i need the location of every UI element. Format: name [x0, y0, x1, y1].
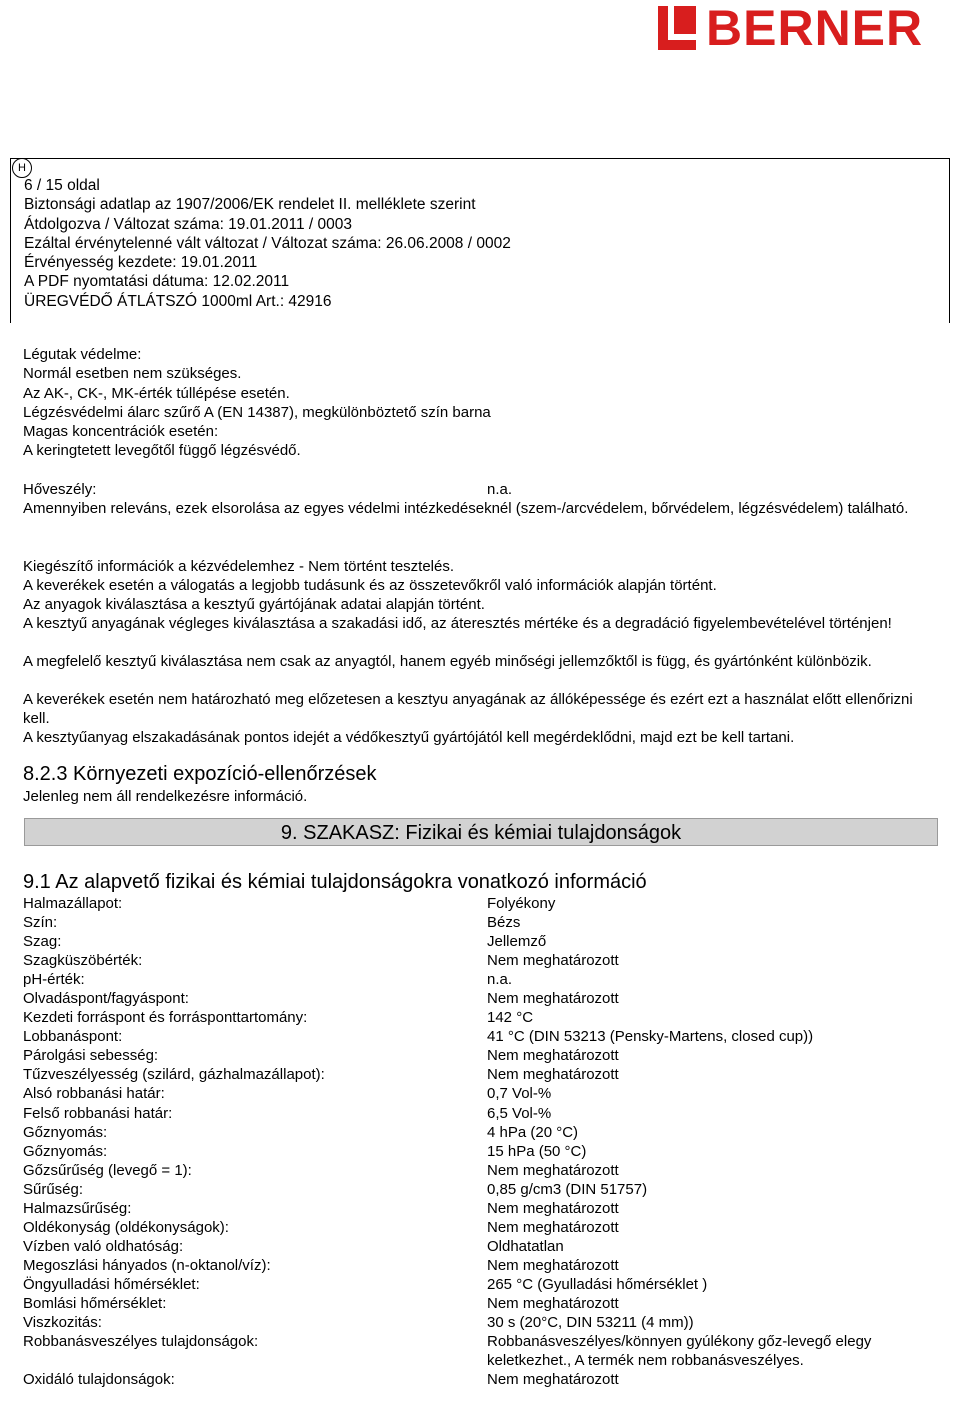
property-label: Robbanásveszélyes tulajdonságok:	[23, 1333, 259, 1351]
property-label: Párolgási sebesség:	[23, 1047, 159, 1065]
property-label: Szín:	[23, 914, 58, 932]
property-value: Folyékony	[487, 895, 556, 912]
property-value: 0,85 g/cm3 (DIN 51757)	[487, 1180, 648, 1198]
glove-info: Kiegészítő információk a kézvédelemhez - Nem történt tesztelés.	[23, 558, 455, 575]
page-number: 6 / 15 oldal	[24, 177, 100, 194]
property-value: 265 °C (Gyulladási hőmérséklet )	[487, 1275, 708, 1293]
respiratory-line: Magas koncentrációk esetén:	[23, 423, 219, 440]
property-row	[23, 989, 917, 1008]
subsection-9-1-heading: 9.1 Az alapvető fizikai és kémiai tulajdonságokra vonatkozó információ	[23, 871, 647, 893]
superseded-line: Ezáltal érvénytelenné vált változat / Változat száma: 26.06.2008 / 0002	[24, 234, 511, 252]
property-row	[23, 1104, 917, 1123]
property-value: Nem meghatározott	[487, 1161, 619, 1179]
property-value: n.a.	[487, 971, 513, 989]
section-9-title: 9. SZAKASZ: Fizikai és kémiai tulajdonságok	[280, 822, 682, 844]
property-row	[23, 1142, 917, 1161]
property-label: Öngyulladási hőmérséklet:	[23, 1275, 200, 1293]
respiratory-line: A keringtetett levegőtől függő légzésvédő.	[23, 442, 301, 459]
property-row	[23, 1370, 917, 1389]
property-label: Oxidáló tulajdonságok:	[23, 1371, 175, 1389]
property-value: 30 s (20°C, DIN 53211 (4 mm))	[487, 1314, 694, 1332]
property-label: Megoszlási hányados (n-oktanol/víz):	[23, 1256, 271, 1274]
respiratory-line: Légzésvédelmi álarc szűrő A (EN 14387), megkülönböztető szín barna	[23, 404, 491, 421]
property-label: Gőznyomás:	[23, 1123, 108, 1141]
property-label: Felső robbanási határ:	[23, 1104, 173, 1122]
property-row	[23, 913, 917, 932]
property-row	[23, 1161, 917, 1180]
property-row	[23, 1199, 917, 1218]
property-row	[23, 951, 917, 970]
glove-info: A kesztyűanyag elszakadásának pontos idejét a védőkesztyű gyártójától kell megérdeklődni, majd ezt be kell tartani.	[23, 729, 795, 746]
property-label: Sűrűség:	[23, 1180, 84, 1198]
property-label: Halmazsűrűség:	[23, 1199, 132, 1217]
glove-info: A keverékek esetén a válogatás a legjobb tudásunk és az összetevőkről való információk alapján történt.	[23, 577, 717, 594]
property-row	[23, 932, 917, 951]
heat-hazard-label: Hőveszély:	[23, 481, 97, 498]
property-row	[23, 894, 917, 913]
property-label: Vízben való oldhatóság:	[23, 1237, 184, 1255]
document-header	[24, 176, 511, 311]
property-value: Nem meghatározott	[487, 1371, 619, 1389]
brand-name: BERNER	[706, 0, 924, 56]
property-row	[23, 1313, 917, 1332]
property-value: 15 hPa (50 °C)	[487, 1142, 587, 1160]
property-label: Oldékonyság (oldékonyságok):	[23, 1218, 229, 1236]
respiratory-line: Normál esetben nem szükséges.	[23, 365, 242, 382]
property-row	[23, 1008, 917, 1027]
property-label: Lobbanáspont:	[23, 1028, 123, 1046]
property-value: 0,7 Vol-%	[487, 1085, 552, 1103]
property-label: Szagküszöbérték:	[23, 952, 143, 970]
property-value: Nem meghatározott	[487, 1047, 619, 1065]
property-row	[23, 1294, 917, 1313]
property-label: pH-érték:	[23, 971, 85, 989]
properties-table	[23, 894, 917, 1389]
respiratory-title: Légutak védelme:	[23, 346, 142, 363]
property-value: Nem meghatározott	[487, 1199, 619, 1217]
property-value: 6,5 Vol-%	[487, 1104, 552, 1122]
property-value: 4 hPa (20 °C)	[487, 1123, 579, 1141]
property-row	[23, 1237, 917, 1256]
property-row	[23, 1332, 917, 1370]
property-value: Nem meghatározott	[487, 952, 619, 970]
property-value: Robbanásveszélyes/könnyen gyúlékony gőz-levegő elegy keletkezhet., A termék nem robbanásveszélyes.	[487, 1333, 872, 1370]
relevance-note: Amennyiben releváns, ezek elsorolása az egyes védelmi intézkedéseknél (szem-/arcvédelem, bőrvédelem, légzésvédelem) található.	[23, 500, 909, 517]
env-exposure-heading: 8.2.3 Környezeti expozíció-ellenőrzések	[23, 763, 377, 785]
property-value: Nem meghatározott	[487, 1218, 619, 1236]
regulation-line: Biztonsági adatlap az 1907/2006/EK rendelet II. melléklete szerint	[24, 196, 476, 214]
property-label: Viszkozitás:	[23, 1314, 102, 1332]
berner-logo	[654, 0, 958, 56]
property-label: Tűzveszélyesség (szilárd, gázhalmazállapot):	[23, 1066, 325, 1084]
property-row	[23, 1218, 917, 1237]
property-row	[23, 1180, 917, 1199]
heat-hazard-value: n.a.	[487, 481, 513, 498]
property-label: Gőzsűrűség (levegő = 1):	[23, 1161, 192, 1179]
property-row	[23, 1027, 917, 1046]
property-row	[23, 1256, 917, 1275]
section-9-bar	[24, 818, 938, 846]
property-label: Kezdeti forráspont és forrásponttartomány:	[23, 1009, 308, 1027]
property-label: Gőznyomás:	[23, 1142, 108, 1160]
property-value: Nem meghatározott	[487, 990, 619, 1008]
property-value: Jellemző	[487, 933, 547, 951]
property-value: 41 °C (DIN 53213 (Pensky-Martens, closed cup))	[487, 1028, 814, 1046]
property-value: Nem meghatározott	[487, 1256, 619, 1274]
property-value: 142 °C	[487, 1009, 534, 1027]
env-exposure-text: Jelenleg nem áll rendelkezésre információ.	[23, 788, 308, 805]
property-row	[23, 1275, 917, 1294]
glove-info: A megfelelő kesztyű kiválasztása nem csak az anyagtól, hanem egyéb minőségi jellemzőktől is függ, és gyártónként különbözik.	[23, 653, 872, 670]
property-row	[23, 1123, 917, 1142]
property-value: Oldhatatlan	[487, 1237, 564, 1255]
property-label: Alsó robbanási határ:	[23, 1085, 165, 1103]
property-value: Nem meghatározott	[487, 1294, 619, 1312]
revision-line: Átdolgozva / Változat száma: 19.01.2011 / 0003	[24, 215, 353, 233]
glove-info: A kesztyű anyagának végleges kiválasztása a szakadási idő, az áteresztés mértéke és a degradáció figyelembevételével történjen!	[23, 615, 892, 632]
property-label: Bomlási hőmérséklet:	[23, 1294, 167, 1312]
property-value: Nem meghatározott	[487, 1066, 619, 1084]
product-line: ÜREGVÉDŐ ÁTLÁTSZÓ 1000ml Art.: 42916	[24, 292, 332, 310]
print-date-line: A PDF nyomtatási dátuma: 12.02.2011	[24, 273, 290, 291]
property-row	[23, 1084, 917, 1103]
language-circle: H	[12, 158, 32, 178]
validity-line: Érvényesség kezdete: 19.01.2011	[24, 254, 258, 272]
property-row	[23, 1065, 917, 1084]
property-row	[23, 970, 917, 989]
glove-info: Az anyagok kiválasztása a kesztyű gyártójának adatai alapján történt.	[23, 596, 485, 613]
property-label: Olvadáspont/fagyáspont:	[23, 990, 189, 1008]
property-label: Halmazállapot:	[23, 895, 123, 912]
property-row	[23, 1046, 917, 1065]
respiratory-line: Az AK-, CK-, MK-érték túllépése esetén.	[23, 385, 290, 402]
berner-logo-mark	[658, 6, 696, 50]
property-label: Szag:	[23, 933, 62, 951]
property-value: Bézs	[487, 914, 521, 932]
glove-info: A keverékek esetén nem határozható meg előzetesen a kesztyu anyagának az állóképessége és ezért ezt a használat előtt ellenőrizni kell.	[23, 691, 913, 727]
